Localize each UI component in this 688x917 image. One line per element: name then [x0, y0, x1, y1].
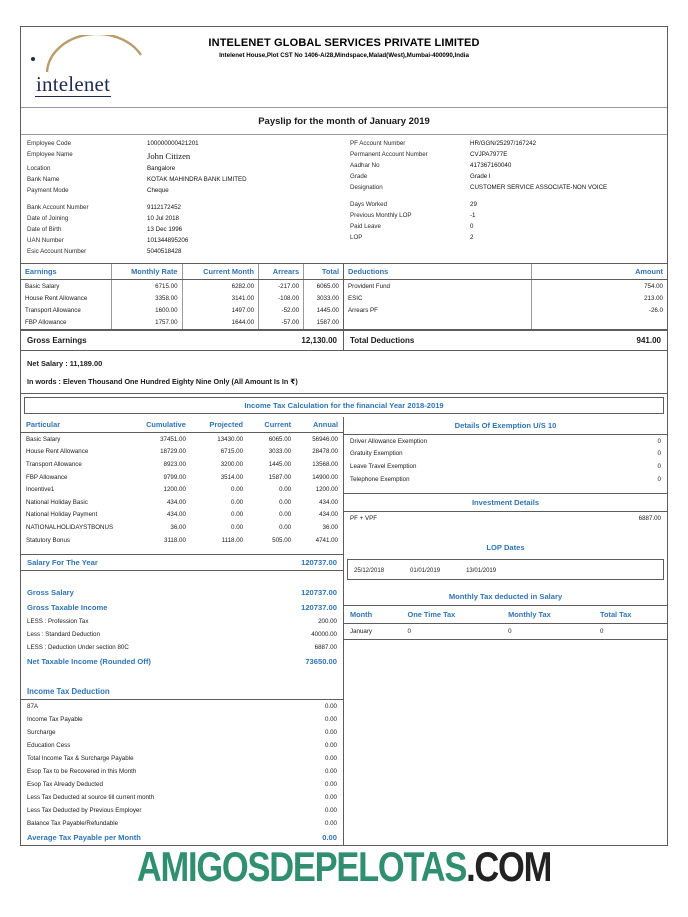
table-row [21, 471, 343, 484]
earnings-col-header: Earnings [21, 264, 111, 280]
employee-field-row [27, 139, 338, 150]
table-row [21, 446, 343, 459]
employee-field-row [27, 163, 338, 174]
employee-field-row [350, 150, 661, 161]
income-tax-deduction-label: Less Tax Deducted at source till current month [27, 794, 155, 802]
employee-field-row [350, 139, 661, 150]
summary-row [21, 628, 343, 641]
tax-col-header: Annual [296, 417, 343, 433]
monthly-tax-table [344, 605, 667, 640]
summary-value: 40000.00 [311, 631, 337, 639]
deduction-component-name: Provident Fund [348, 282, 390, 290]
employee-field-label: Location [27, 164, 51, 172]
tax-particular-name: House Rent Allowance [26, 448, 89, 456]
income-tax-deduction-row [21, 804, 343, 817]
tax-col-header: Cumulative [126, 417, 191, 433]
exemption-value: 0 [657, 437, 661, 445]
tax-cell: 0.00 [279, 523, 292, 531]
employee-field-row [350, 172, 661, 183]
tax-particular-name: Transport Allowance [26, 460, 82, 468]
table-row [21, 317, 343, 329]
exemption-label: Driver Allowance Exemption [350, 437, 428, 445]
company-address: Intelenet House,Plot CST No 1406-A/28,Mindspace,Malad(West),Mumbai-400090,India [219, 52, 469, 59]
employee-field-value: 2 [470, 234, 474, 242]
table-row [21, 534, 343, 547]
employee-field-value: -1 [470, 212, 476, 220]
income-tax-deduction-row [21, 752, 343, 765]
tax-cell: 9799.00 [163, 473, 186, 481]
in-words-suffix: ) [295, 376, 298, 386]
income-tax-deduction-title: Income Tax Deduction [21, 683, 343, 700]
deduction-amount: -26.0 [532, 305, 667, 317]
income-tax-deduction-row [21, 817, 343, 830]
watermark-brand: AMIGOSDEPELOTAS [136, 843, 467, 890]
earnings-cell: 1445.00 [304, 305, 343, 317]
table-row [21, 292, 343, 304]
tax-cell: 434.00 [166, 511, 186, 519]
exemption-list [344, 435, 667, 485]
summary-label: Gross Salary [27, 588, 74, 598]
income-tax-deduction-row [21, 713, 343, 726]
employee-field-row [350, 183, 661, 194]
earnings-header-row [21, 264, 343, 280]
income-tax-deduction-label: 87A [27, 703, 39, 711]
investment-title: Investment Details [344, 493, 667, 512]
employee-field-value: CVJPA7977E [470, 151, 508, 159]
salary-for-year-label: Salary For The Year [27, 558, 98, 568]
employee-field-row [27, 174, 338, 185]
net-salary-line: Net Salary : 11,189.00 [27, 358, 103, 368]
income-tax-deduction-value: 0.00 [324, 807, 337, 815]
lop-date: 13/01/2019 [466, 567, 497, 574]
income-tax-deduction-label: Esop Tax to be Recovered in this Month [27, 768, 137, 776]
employee-field-label: Permanent Account Number [350, 151, 428, 159]
employee-field-row [27, 246, 338, 257]
employee-field-label: Date of Joining [27, 214, 69, 222]
earnings-cell: 1497.00 [182, 305, 258, 317]
employee-field-label: Previous Monthly LOP [350, 212, 412, 220]
income-tax-deduction-label: Esop Tax Already Deducted [27, 781, 103, 789]
employee-field-value: 0 [470, 223, 474, 231]
list-item [344, 448, 667, 461]
table-row [21, 305, 343, 317]
monthly-tax-cell: 0 [594, 623, 667, 639]
earnings-cell: -217.00 [259, 280, 304, 293]
deductions-col-header: Amount [532, 264, 667, 280]
in-words-prefix: In words : Eleven Thousand One Hundred Eighty Nine Only (All Amount Is In [27, 376, 291, 386]
tax-cell: 0.00 [231, 486, 244, 494]
tax-cell: 56946.00 [312, 435, 338, 443]
rupee-icon: ₹ [290, 376, 296, 386]
summary-value: 73650.00 [305, 657, 337, 667]
income-tax-deduction-value: 0.00 [324, 820, 337, 828]
income-tax-deduction-list [21, 700, 343, 845]
table-row [344, 623, 667, 639]
company-heading [171, 27, 517, 107]
income-tax-deduction-row [21, 778, 343, 791]
earnings-cell: 1600.00 [111, 305, 182, 317]
earnings-cell: 6715.00 [111, 280, 182, 293]
employee-field-label: Days Worked [350, 201, 388, 209]
summary-label: LESS : Deduction Under section 80C [27, 644, 129, 652]
tax-cell: 434.00 [319, 511, 338, 519]
net-salary-in-words [27, 370, 661, 386]
income-tax-deduction-label: Total Income Tax & Surcharge Payable [27, 755, 134, 763]
watermark-tld: .COM [466, 843, 552, 890]
income-tax-deduction-label: Income Tax Payable [27, 716, 83, 724]
income-tax-deduction-value: 0.00 [324, 729, 337, 737]
net-salary-block [21, 351, 667, 394]
employee-field-label: Date of Birth [27, 225, 62, 233]
employee-field-value: 100000000421201 [147, 140, 199, 148]
tax-col-header: Current [248, 417, 296, 433]
list-item [344, 460, 667, 473]
tax-cell: 28478.00 [312, 448, 338, 456]
tax-header-row [21, 417, 343, 433]
monthly-tax-cell: 0 [402, 623, 503, 639]
employee-field-label: UAN Number [27, 236, 64, 244]
employee-field-label: Payment Mode [27, 186, 69, 194]
tax-cell: 4741.00 [315, 536, 338, 544]
income-tax-deduction-value: 0.00 [324, 742, 337, 750]
monthly-tax-col-header: Month [344, 605, 402, 623]
tax-cell: 1118.00 [221, 536, 244, 544]
tax-particulars-table [21, 417, 343, 546]
employee-field-row [27, 235, 338, 246]
tax-cell: 3514.00 [220, 473, 244, 481]
income-tax-right [344, 417, 667, 845]
salary-for-year-row [21, 555, 343, 570]
income-tax-deduction-value: 0.00 [324, 716, 337, 724]
exemption-value: 0 [657, 462, 661, 470]
exemption-label: Gratuity Exemption [350, 450, 403, 458]
summary-value: 120737.00 [301, 603, 337, 613]
tax-cell: 3200.00 [220, 460, 244, 468]
earnings-col-header: Current Month [182, 264, 258, 280]
deduction-component-name: ESIC [348, 295, 363, 303]
employee-field-value: John Citizen [147, 151, 191, 162]
table-row [21, 280, 343, 293]
earnings-component-name: House Rent Allowance [25, 295, 88, 303]
monthly-tax-month: January [344, 623, 402, 639]
summary-label: LESS : Profession Tax [27, 618, 89, 626]
earnings-cell: -108.00 [259, 292, 304, 304]
tax-particular-name: National Holiday Basic [26, 498, 88, 506]
employee-field-label: Esic Account Number [27, 247, 87, 255]
table-row [21, 496, 343, 509]
table-row [344, 292, 667, 304]
income-tax-deduction-value: 0.00 [322, 833, 337, 843]
income-tax-deduction-value: 0.00 [324, 781, 337, 789]
table-row [21, 509, 343, 522]
employee-field-label: Employee Name [27, 151, 73, 159]
tax-cell: 1200.00 [315, 486, 338, 494]
gross-earnings-value: 12,130.00 [301, 335, 337, 345]
tax-cell: 0.00 [231, 511, 244, 519]
tax-cell: 505.00 [272, 536, 292, 544]
tax-col-header: Particular [21, 417, 126, 433]
tax-cell: 3033.00 [268, 448, 292, 456]
employee-field-value: KOTAK MAHINDRA BANK LIMITED [147, 175, 247, 183]
income-tax-deduction-label: Average Tax Payable per Month [27, 833, 141, 843]
income-tax-deduction-value: 0.00 [324, 703, 337, 711]
earnings-cell: 1587.00 [304, 317, 343, 329]
gross-earnings-label: Gross Earnings [27, 335, 87, 345]
company-logo [21, 27, 171, 107]
employee-field-row [350, 161, 661, 172]
list-item [344, 435, 667, 448]
employee-field-value: 9112172452 [147, 203, 181, 211]
employee-details [21, 135, 667, 264]
employee-field-value: 5040518428 [147, 247, 182, 255]
logo-arc-icon [41, 35, 151, 73]
table-row [21, 432, 343, 445]
income-tax-deduction-row [21, 791, 343, 804]
employee-field-label: Aadhar No [350, 162, 380, 170]
investment-list [344, 512, 667, 525]
list-item [344, 512, 667, 525]
tax-particular-name: Basic Salary [26, 435, 61, 443]
income-tax-deduction-label: Surcharge [27, 729, 56, 737]
summary-value: 200.00 [318, 618, 337, 626]
income-tax-deduction-value: 0.00 [324, 755, 337, 763]
earnings-cell: -52.00 [259, 305, 304, 317]
employee-field-label: Employee Code [27, 140, 72, 148]
summary-row [21, 615, 343, 628]
earnings-component-name: Transport Allowance [25, 307, 81, 315]
employee-field-value: HR/GGN/25297/167242 [470, 140, 537, 148]
summary-label: Gross Taxable Income [27, 603, 108, 613]
lop-date: 01/01/2019 [410, 567, 441, 574]
earnings-cell: 1644.00 [182, 317, 258, 329]
exemption-label: Telephone Exemption [350, 475, 410, 483]
tax-cell: 0.00 [231, 498, 244, 506]
exemption-title: Details Of Exemption U/S 10 [344, 417, 667, 435]
employee-field-label: PF Account Number [350, 140, 406, 148]
tax-col-header: Projected [191, 417, 248, 433]
income-tax-left [21, 417, 344, 845]
summary-value: 6887.00 [314, 644, 337, 652]
tax-cell: 36.00 [322, 523, 338, 531]
lop-date: 25/12/2018 [354, 567, 385, 574]
monthly-tax-header-row [344, 605, 667, 623]
total-deductions [344, 331, 667, 350]
tax-particular-name: FBP Allowance [26, 473, 68, 481]
tax-cell: 1445.00 [268, 460, 292, 468]
lop-dates-title: LOP Dates [486, 542, 525, 552]
exemption-value: 0 [657, 450, 661, 458]
filler-cell [532, 317, 667, 329]
income-tax-banner: Income Tax Calculation for the financial Year 2018-2019 [24, 397, 664, 414]
employee-field-row [350, 233, 661, 244]
company-name: INTELENET GLOBAL SERVICES PRIVATE LIMITED [208, 37, 480, 49]
employee-field-value: CUSTOMER SERVICE ASSOCIATE-NON VOICE [470, 184, 608, 192]
employee-details-right [344, 135, 667, 263]
table-row-filler [344, 317, 667, 329]
income-tax-deduction-row [21, 739, 343, 752]
earnings-component-name: FBP Allowance [25, 319, 67, 327]
logo-wordmark: intelenet [36, 72, 111, 96]
deductions-table [344, 264, 667, 329]
earnings-cell: 3033.00 [304, 292, 343, 304]
tax-particular-name: Statutory Bonus [26, 536, 71, 544]
employee-field-value: Bangalore [147, 164, 176, 172]
employee-field-label: LOP [350, 234, 363, 242]
income-tax-deduction-label: Balance Tax Payable/Refundable [27, 820, 119, 828]
tax-cell: 0.00 [279, 511, 292, 519]
monthly-tax-cell: 0 [502, 623, 594, 639]
tax-cell: 0.00 [231, 523, 244, 531]
earnings-col-header: Arrears [259, 264, 304, 280]
earnings-block [21, 264, 344, 329]
tax-cell: 36.00 [170, 523, 186, 531]
tax-cell: 3118.00 [164, 536, 186, 544]
employee-field-row [350, 211, 661, 222]
income-tax-deduction-label: Education Cess [27, 742, 71, 750]
earnings-col-header: Total [304, 264, 343, 280]
employee-field-label: Paid Leave [350, 223, 381, 231]
summary-row [21, 585, 343, 600]
logo-dot-icon [31, 57, 35, 61]
deductions-col-header: Deductions [344, 264, 532, 280]
employee-field-row [27, 185, 338, 196]
summary-label: Net Taxable Income (Rounded Off) [27, 657, 151, 667]
employee-field-row [27, 224, 338, 235]
gross-earnings [21, 331, 344, 350]
employee-field-label: Bank Name [27, 175, 60, 183]
employee-field-row [27, 202, 338, 213]
table-row [21, 483, 343, 496]
employee-field-value: Cheque [147, 186, 169, 194]
employee-field-row [350, 222, 661, 233]
payslip-title: Payslip for the month of January 2019 [21, 108, 667, 135]
employee-field-value: 29 [470, 201, 477, 209]
monthly-tax-col-header: Monthly Tax [502, 605, 594, 623]
employee-field-row [27, 150, 338, 163]
tax-cell: 0.00 [279, 498, 292, 506]
tax-cell: 13568.00 [312, 460, 338, 468]
list-item [344, 473, 667, 486]
earnings-cell: 3358.00 [111, 292, 182, 304]
summary-row [21, 641, 343, 654]
monthly-tax-title: Monthly Tax deducted in Salary [448, 591, 563, 601]
exemption-label: Leave Travel Exemption [350, 462, 417, 470]
employee-details-left [21, 135, 344, 263]
lop-dates-box [347, 559, 664, 580]
earnings-cell: 1757.00 [111, 317, 182, 329]
income-tax-deduction-value: 0.00 [324, 768, 337, 776]
table-row [344, 280, 667, 293]
summary-row [21, 600, 343, 615]
earnings-cell: 6282.00 [182, 280, 258, 293]
table-row [21, 458, 343, 471]
earnings-deductions-section [21, 264, 667, 330]
tax-cell: 13430.00 [217, 435, 244, 443]
employee-field-label: Designation [350, 184, 383, 192]
income-tax-section [21, 417, 667, 845]
salary-summary-list [21, 585, 343, 669]
earnings-component-name: Basic Salary [25, 282, 60, 290]
tax-particular-name: Incentive1 [26, 486, 55, 494]
income-tax-deduction-value: 0.00 [324, 794, 337, 802]
tax-cell: 6715.00 [220, 448, 244, 456]
tax-cell: 0.00 [279, 486, 292, 494]
monthly-tax-col-header: Total Tax [594, 605, 667, 623]
earnings-cell: -57.00 [259, 317, 304, 329]
tax-cell: 434.00 [166, 498, 186, 506]
summary-row [21, 654, 343, 669]
summary-label: Less : Standard Deduction [27, 631, 100, 639]
tax-particular-name: National Holiday Payment [26, 511, 98, 519]
tax-cell: 18729.00 [160, 448, 186, 456]
earnings-cell: 3141.00 [182, 292, 258, 304]
summary-value: 120737.00 [301, 588, 337, 598]
employee-field-value: 13 Dec 1996 [147, 225, 183, 233]
employee-field-label: Bank Account Number [27, 203, 89, 211]
total-deductions-value: 941.00 [636, 335, 661, 345]
deductions-block [344, 264, 667, 329]
income-tax-deduction-row [21, 700, 343, 713]
employee-field-value: 417367160040 [470, 162, 512, 170]
tax-particular-name: NATIONALHOLIDAYSTBONUS [26, 523, 114, 531]
tax-cell: 434.00 [319, 498, 338, 506]
salary-for-year-value: 120737.00 [301, 558, 337, 568]
watermark [62, 843, 626, 891]
tax-cell: 37451.00 [160, 435, 186, 443]
table-row [21, 521, 343, 534]
investment-label: PF + VPF [350, 515, 377, 523]
monthly-tax-col-header: One Time Tax [402, 605, 503, 623]
totals-row [21, 330, 667, 351]
deductions-header-row [344, 264, 667, 280]
employee-field-row [27, 213, 338, 224]
employee-field-label: Grade [350, 173, 368, 181]
total-deductions-label: Total Deductions [350, 335, 415, 345]
investment-value: 6887.00 [638, 515, 661, 523]
tax-cell: 1587.00 [268, 473, 292, 481]
tax-cell: 6065.00 [268, 435, 292, 443]
filler-cell [344, 317, 532, 329]
tax-cell: 8923.00 [163, 460, 186, 468]
income-tax-deduction-row [21, 726, 343, 739]
deduction-amount: 213.00 [532, 292, 667, 304]
earnings-col-header: Monthly Rate [111, 264, 182, 280]
table-row [344, 305, 667, 317]
document-header [21, 27, 667, 108]
earnings-table [21, 264, 343, 329]
payslip-document [20, 26, 668, 846]
exemption-value: 0 [657, 475, 661, 483]
tax-cell: 14900.00 [312, 473, 338, 481]
income-tax-deduction-label: Less Tax Deducted by Previous Employer [27, 807, 142, 815]
income-tax-deduction-row [21, 765, 343, 778]
employee-field-value: Grade I [470, 173, 491, 181]
employee-field-value: 10 Jul 2018 [147, 214, 179, 222]
deduction-amount: 754.00 [532, 280, 667, 293]
tax-cell: 1200.00 [163, 486, 186, 494]
deduction-component-name: Arrears PF [348, 307, 378, 315]
employee-field-row [350, 200, 661, 211]
employee-field-value: 101344895206 [147, 236, 189, 244]
earnings-cell: 6065.00 [304, 280, 343, 293]
